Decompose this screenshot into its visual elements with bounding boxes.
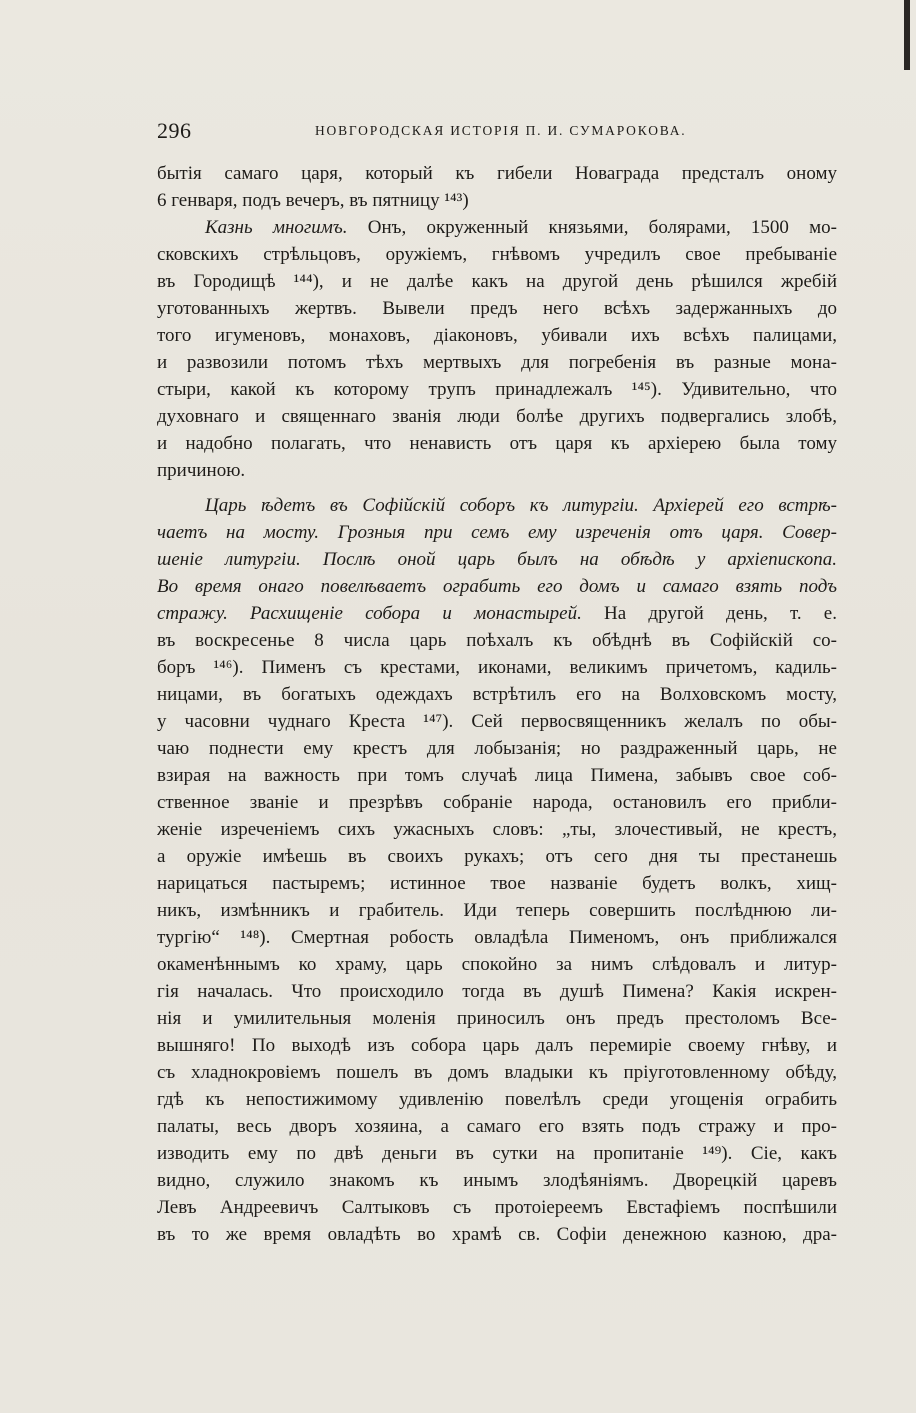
text-line: стыри, какой къ которому трупъ принадлежалъ ¹⁴⁵). Удивительно, что: [157, 379, 837, 400]
text-line: и надобно полагать, что ненависть отъ царя къ архіерею была тому: [157, 433, 837, 454]
text-line: никъ, измѣнникъ и грабитель. Иди теперь совершить послѣднюю ли-: [157, 900, 837, 921]
page-number: 296: [157, 118, 192, 143]
text-line: гдѣ къ непостижимому удивленію повелѣлъ среди угощенія ограбить: [157, 1089, 837, 1110]
text-line: причиною.: [157, 460, 246, 481]
text-line: въ то же время овладѣть во храмѣ св. Софіи денежною казною, дра-: [157, 1224, 837, 1245]
text-line: видно, служило знакомъ къ инымъ злодѣяніямъ. Дворецкій царевъ: [157, 1170, 837, 1191]
text-line: того игуменовъ, монаховъ, діаконовъ, убивали ихъ всѣхъ палицами,: [157, 325, 837, 346]
text-line: гія началась. Что происходило тогда въ душѣ Пимена? Какія искрен-: [157, 981, 837, 1002]
text-line: ственное званіе и презрѣвъ собраніе народа, остановилъ его прибли-: [157, 792, 837, 813]
text-line: палаты, весь дворъ хозяина, а самаго его взять подъ стражу и про-: [157, 1116, 837, 1137]
summary-line: Царь ѣдетъ въ Софійскій соборъ къ литургіи. Архіерей его встрѣ-: [205, 495, 837, 516]
summary-line: Во время онаго повелѣваетъ ограбить его домъ и самаго взять подъ: [157, 576, 837, 597]
summary-run: стражу. Расхищеніе собора и монастырей.: [157, 603, 582, 624]
text-line: а оружіе имѣешь въ своихъ рукахъ; отъ сего дня ты престанешь: [157, 846, 837, 867]
text-run: Онъ, окруженный князьями, болярами, 1500 мо-: [347, 217, 837, 238]
page-header: [157, 118, 837, 144]
side-heading: Казнь многимъ.: [205, 217, 348, 238]
body-text: [157, 160, 837, 1248]
text-line: нія и умилительныя моленія приносилъ онъ предъ престоломъ Все-: [157, 1008, 837, 1029]
text-line: боръ ¹⁴⁶). Пименъ съ крестами, иконами, великимъ причетомъ, кадиль-: [157, 657, 837, 678]
summary-line: чаетъ на мосту. Грозныя при семъ ему изреченія отъ царя. Совер-: [157, 522, 837, 543]
text-line: нарицаться пастыремъ; истинное твое названіе будетъ волкъ, хищ-: [157, 873, 837, 894]
text-line: [157, 214, 837, 241]
text-line: 6 генваря, подъ вечеръ, въ пятницу ¹⁴³): [157, 190, 469, 211]
running-title: НОВГОРОДСКАЯ ИСТОРІЯ П. И. СУМАРОКОВА.: [315, 123, 687, 138]
text-line: вышняго! По выходѣ изъ собора царь далъ перемиріе своему гнѣву, и: [157, 1035, 837, 1056]
text-line: съ хладнокровіемъ пошелъ въ домъ владыки къ пріуготовленному обѣду,: [157, 1062, 837, 1083]
text-line: чаю поднести ему крестъ для лобызанія; но раздраженный царь, не: [157, 738, 837, 759]
page-edge-mark: [904, 0, 910, 70]
text-line: ницами, въ богатыхъ одеждахъ встрѣтилъ его на Волховскомъ мосту,: [157, 684, 837, 705]
text-line: духовнаго и священнаго званія люди болѣе другихъ подвергались злобѣ,: [157, 406, 837, 427]
text-line: уготованныхъ жертвъ. Вывели предъ него всѣхъ задержанныхъ до: [157, 298, 837, 319]
text-line: окаменѣннымъ ко храму, царь спокойно за нимъ слѣдовалъ и литур-: [157, 954, 837, 975]
text-line: у часовни чуднаго Креста ¹⁴⁷). Сей первосвященникъ желалъ по обы-: [157, 711, 837, 732]
text-line: тургію“ ¹⁴⁸). Смертная робость овладѣла Пименомъ, онъ приближался: [157, 927, 837, 948]
text-line: сковскихъ стрѣльцовъ, оружіемъ, гнѣвомъ учредилъ свое пребываніе: [157, 244, 837, 265]
text-line: взирая на важность при томъ случаѣ лица Пимена, забывъ свое соб-: [157, 765, 837, 786]
summary-line: шеніе литургіи. Послѣ оной царь былъ на обѣдѣ у архіепископа.: [157, 549, 837, 570]
text-line: женіе изреченіемъ сихъ ужасныхъ словъ: „ты, злочестивый, не крестъ,: [157, 819, 837, 840]
text-line: въ воскресенье 8 числа царь поѣхалъ къ обѣднѣ въ Софійскій со-: [157, 630, 837, 651]
text-line: [157, 600, 837, 627]
text-run: На другой день, т. е.: [581, 603, 837, 624]
text-line: бытія самаго царя, который къ гибели Новаграда предсталъ оному: [157, 163, 837, 184]
text-line: изводить ему по двѣ деньги въ сутки на пропитаніе ¹⁴⁹). Сіе, какъ: [157, 1143, 837, 1164]
text-line: и развозили потомъ тѣхъ мертвыхъ для погребенія въ разные мона-: [157, 352, 837, 373]
text-line: Левъ Андреевичъ Салтыковъ съ протоіереемъ Евстафіемъ поспѣшили: [157, 1197, 837, 1218]
text-line: въ Городищѣ ¹⁴⁴), и не далѣе какъ на другой день рѣшился жребій: [157, 271, 837, 292]
